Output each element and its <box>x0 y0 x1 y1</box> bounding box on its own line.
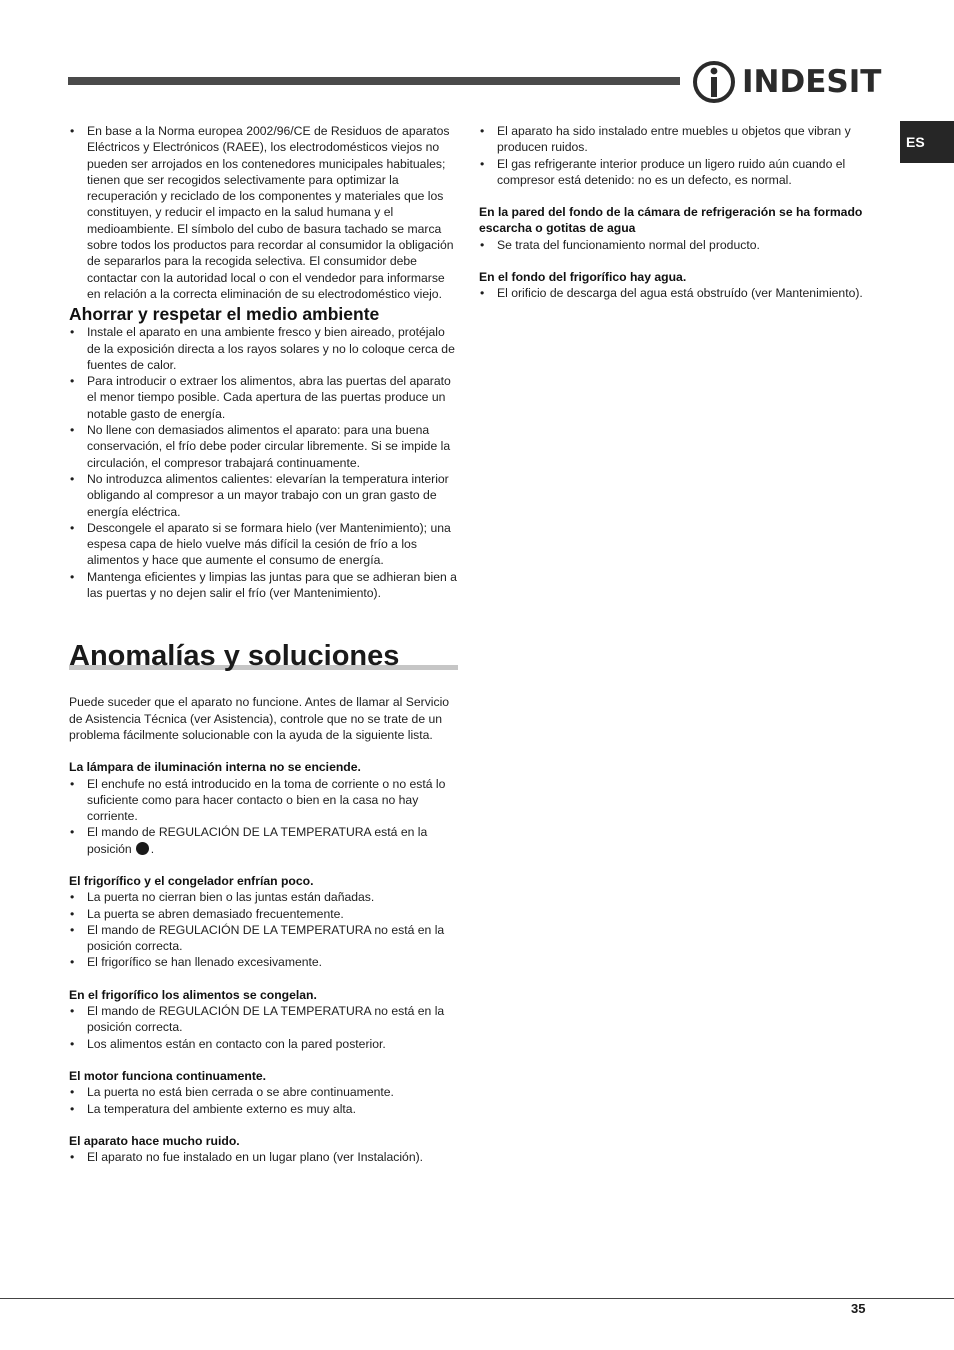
list-item: • El frigorífico se han llenado excesivamente. <box>69 954 461 970</box>
list-item: • Instale el aparato en una ambiente fresco y bien aireado, protéjalo de la exposición directa a los rayos solares y no lo coloque cerca de fuentes de calor. <box>69 324 461 373</box>
list-item: • El mando de REGULACIÓN DE LA TEMPERATURA no está en la posición correcta. <box>69 922 461 955</box>
list-item: • El aparato ha sido instalado entre muebles u objetos que vibran y producen ruidos. <box>479 123 871 156</box>
water-list <box>479 285 871 301</box>
list-item: • La puerta no cierran bien o las juntas están dañadas. <box>69 889 461 905</box>
list-item: • Los alimentos están en contacto con la pared posterior. <box>69 1036 461 1052</box>
lamp-heading: La lámpara de iluminación interna no se enciende. <box>69 760 361 775</box>
list-item: • Se trata del funcionamiento normal del producto. <box>479 237 871 253</box>
list-item: • No introduzca alimentos calientes: elevarían la temperatura interior obligando al compresor a un mayor trabajo con un gran gasto de energía eléctrica. <box>69 471 461 520</box>
brand-logo <box>692 58 882 106</box>
list-item: • El enchufe no está introducido en la toma de corriente o no está lo suficiente como para hacer contacto o bien en la casa no hay corriente. <box>69 776 461 825</box>
footer-rule <box>0 1298 954 1299</box>
section-intro: Puede suceder que el aparato no funcione. Antes de llamar al Servicio de Asistencia Técnica (ver Asistencia), controle que no se trate de un problema fácilmente solucionable con la ayuda de la siguiente lista. <box>69 695 450 742</box>
right-column <box>479 123 871 302</box>
noise-list <box>69 1149 461 1165</box>
header-rule <box>68 77 680 85</box>
off-position-dot-icon <box>136 842 149 855</box>
list-item: • La temperatura del ambiente externo es muy alta. <box>69 1101 461 1117</box>
list-item: • Para introducir o extraer los alimentos, abra las puertas del aparato el menor tiempo posible. Cada apertura de las puertas produce un notable gasto de energía. <box>69 373 461 422</box>
motor-heading: El motor funciona continuamente. <box>69 1068 267 1083</box>
frost-heading: En la pared del fondo de la cámara de refrigeración se ha formado escarcha o gotitas de agua <box>479 205 863 236</box>
list-item: • No llene con demasiados alimentos el aparato: para una buena conservación, el frío debe poder circular libremente. Si se impide la circulación, el compresor trabajará continuamente. <box>69 422 461 471</box>
list-item: • El mando de REGULACIÓN DE LA TEMPERATURA no está en la posición correcta. <box>69 1003 461 1036</box>
list-item: • El aparato no fue instalado en un lugar plano (ver Instalación). <box>69 1149 461 1165</box>
cold-heading: El frigorífico y el congelador enfrían poco. <box>69 873 314 888</box>
list-item <box>69 824 461 857</box>
language-tab[interactable]: ES <box>900 121 954 163</box>
list-item: • Mantenga eficientes y limpias las juntas para que se adhieran bien a las puertas y no dejen salir el frío (ver Mantenimiento). <box>69 569 461 602</box>
list-item-end: . <box>150 841 155 856</box>
page-number: 35 <box>851 1301 866 1316</box>
brand-wordmark: INDESIT <box>742 64 882 100</box>
freeze-list <box>69 1003 461 1052</box>
noise-list-continued <box>479 123 871 188</box>
left-column <box>69 123 461 1165</box>
list-item: • Descongele el aparato si se formara hielo (ver Mantenimiento); una espesa capa de hielo vuelve más difícil la cesión de frío a los alimentos y hace que aumente el consumo de energía. <box>69 520 461 569</box>
section-title: Anomalías y soluciones <box>69 640 400 673</box>
cold-list <box>69 889 461 970</box>
frost-list <box>479 237 871 253</box>
list-item: • El gas refrigerante interior produce un ligero ruido aún cuando el compresor está detenido: no es un defecto, es normal. <box>479 156 871 189</box>
list-item: • El orificio de descarga del agua está obstruído (ver Mantenimiento). <box>479 285 871 301</box>
freeze-heading: En el frigorífico los alimentos se congelan. <box>69 987 317 1002</box>
brand-i-emblem-icon <box>692 58 736 106</box>
list-item: • En base a la Norma europea 2002/96/CE de Residuos de aparatos Eléctricos y Electrónicos (RAEE), los electrodomésticos viejos no pueden ser arrojados en los contenedores municipales habituales; tienen que ser recogidos selectivamente para optimizar la recuperación y reciclado de los componentes y materiales que los constituyen, y reducir el impacto en la salud humana y el medioambiente. El símbolo del cubo de basura tachado se marca sobre todos los productos para recordar al consumidor la obligación de separarlos para la recogida selectiva. El consumidor debe contactar con la autoridad local o con el vendedor para informarse en relación a la correcta eliminación de su electrodoméstico viejo. <box>69 123 461 302</box>
list-item: • La puerta no está bien cerrada o se abre continuamente. <box>69 1084 461 1100</box>
save-energy-list <box>69 324 461 601</box>
water-heading: En el fondo del frigorífico hay agua. <box>479 270 687 285</box>
list-item-text: El mando de REGULACIÓN DE LA TEMPERATURA está en la posición <box>87 825 428 856</box>
lamp-list <box>69 776 461 857</box>
list-item: • La puerta se abren demasiado frecuentemente. <box>69 906 461 922</box>
save-energy-heading: Ahorrar y respetar el medio ambiente <box>69 304 380 325</box>
motor-list <box>69 1084 461 1117</box>
intro-list <box>69 123 461 302</box>
noise-heading: El aparato hace mucho ruido. <box>69 1133 240 1148</box>
